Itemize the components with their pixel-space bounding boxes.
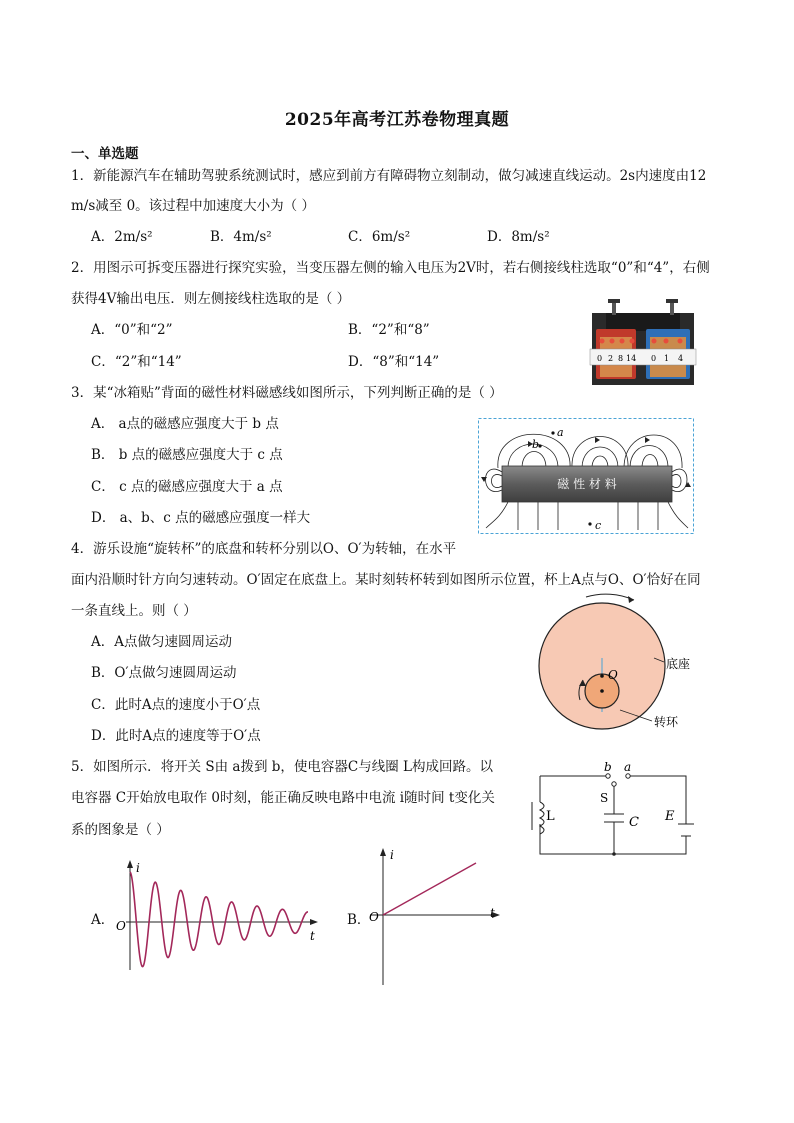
q3-stem: 3．某“冰箱贴”背面的磁性材料磁感线如图所示，下列判断正确的是（ ） — [71, 385, 503, 401]
q2-stem-line1: 2．用图示可拆变压器进行探究实验，当变压器左侧的输入电压为2V时，若右侧接线柱选取“0”和“4”，右侧 — [71, 260, 710, 276]
q1-option-b[interactable]: B．4m/s² — [210, 229, 272, 245]
q4-option-b[interactable]: B．O′点做匀速圆周运动 — [91, 665, 237, 681]
point-a-label: a — [557, 426, 564, 439]
q4-stem-line2: 面内沿顺时针方向匀速转动。O′固定在底盘上。某时刻转杯转到如图所示位置，杯上A点与O、O′恰好在同 — [71, 572, 701, 588]
center-o-label: O — [608, 668, 618, 682]
capacitor-c-label: C — [629, 815, 639, 830]
graph-a-damped-oscillation[interactable] — [112, 858, 322, 973]
page-title: 2025年高考江苏卷物理真题 — [284, 110, 510, 130]
magnetic-material-label: 磁 性 材 料 — [557, 477, 617, 491]
transformer-figure — [588, 295, 698, 390]
q1-stem-line2: m/s减至 0。该过程中加速度大小为（ ） — [71, 198, 315, 214]
q2-option-a[interactable]: A．“0”和“2” — [91, 322, 173, 338]
q2-option-c[interactable]: C．“2”和“14” — [91, 354, 182, 370]
terminal-a-label: a — [624, 760, 632, 774]
graph-a-y-label: i — [136, 861, 140, 875]
section-heading: 一、单选题 — [71, 146, 139, 162]
cup-label: 转环 — [654, 715, 679, 729]
tap-label-8: 8 — [618, 354, 624, 363]
inductor-l-label: L — [546, 809, 555, 824]
graph-a-origin: O — [116, 919, 126, 933]
q3-option-b[interactable]: B． b 点的磁感应强度大于 c 点 — [91, 447, 283, 463]
q2-stem-line2: 获得4V输出电压．则左侧接线柱选取的是（ ） — [71, 291, 351, 307]
q4-stem-line1: 4．游乐设施“旋转杯”的底盘和转杯分别以O、O′为转轴，在水平 — [71, 541, 457, 557]
q5-stem-line3: 系的图象是（ ） — [71, 822, 170, 838]
graph-b-linear[interactable] — [366, 845, 506, 985]
q2-option-b[interactable]: B．“2”和“8” — [348, 322, 430, 338]
q5-stem-line1: 5．如图所示．将开关 S由 a拨到 b，使电容器C与线圈 L构成回路。以 — [71, 759, 493, 775]
graph-b-x-label: t — [490, 906, 495, 920]
tap-label-0b: 0 — [651, 354, 657, 363]
q5-stem-line2: 电容器 C开始放电取作 0时刻，能正确反映电路中电流 i随时间 t变化关 — [71, 790, 495, 806]
magnetic-field-figure — [478, 418, 694, 534]
q4-option-d[interactable]: D．此时A点的速度等于O′点 — [91, 728, 261, 744]
graph-a-x-label: t — [310, 929, 315, 943]
tap-label-1: 1 — [664, 354, 670, 363]
q5-option-b[interactable]: B． — [347, 912, 371, 928]
switch-s-label: S — [600, 791, 609, 805]
q1-option-a[interactable]: A．2m/s² — [91, 229, 153, 245]
tap-label-14: 14 — [626, 354, 637, 363]
q4-option-a[interactable]: A．A点做匀速圆周运动 — [91, 634, 232, 650]
q4-stem-line3: 一条直线上。则（ ） — [71, 603, 197, 619]
tap-label-4: 4 — [678, 354, 684, 363]
rotating-cup-figure — [536, 588, 716, 748]
q3-option-a[interactable]: A． a点的磁感应强度大于 b 点 — [91, 416, 279, 432]
terminal-b-label: b — [604, 760, 612, 774]
q1-option-c[interactable]: C．6m/s² — [348, 229, 411, 245]
q3-option-d[interactable]: D． a、b、c 点的磁感应强度一样大 — [91, 510, 311, 526]
tap-label-2: 2 — [608, 354, 614, 363]
base-label: 底座 — [666, 657, 691, 671]
q1-option-d[interactable]: D．8m/s² — [487, 229, 550, 245]
graph-b-origin: O — [369, 910, 379, 924]
point-c-label: c — [595, 519, 602, 532]
point-b-label: b — [532, 438, 540, 451]
battery-e-label: E — [665, 809, 675, 824]
graph-b-y-label: i — [390, 848, 394, 862]
tap-label-0: 0 — [597, 354, 603, 363]
q1-stem-line1: 1．新能源汽车在辅助驾驶系统测试时，感应到前方有障碍物立刻制动，做匀减速直线运动。2s内速度由12 — [71, 168, 707, 184]
q4-option-c[interactable]: C．此时A点的速度小于O′点 — [91, 697, 261, 713]
lc-circuit-figure — [526, 758, 696, 858]
q5-option-a[interactable]: A． — [91, 912, 115, 928]
q3-option-c[interactable]: C． c 点的磁感应强度大于 a 点 — [91, 479, 283, 495]
q2-option-d[interactable]: D．“8”和“14” — [348, 354, 440, 370]
